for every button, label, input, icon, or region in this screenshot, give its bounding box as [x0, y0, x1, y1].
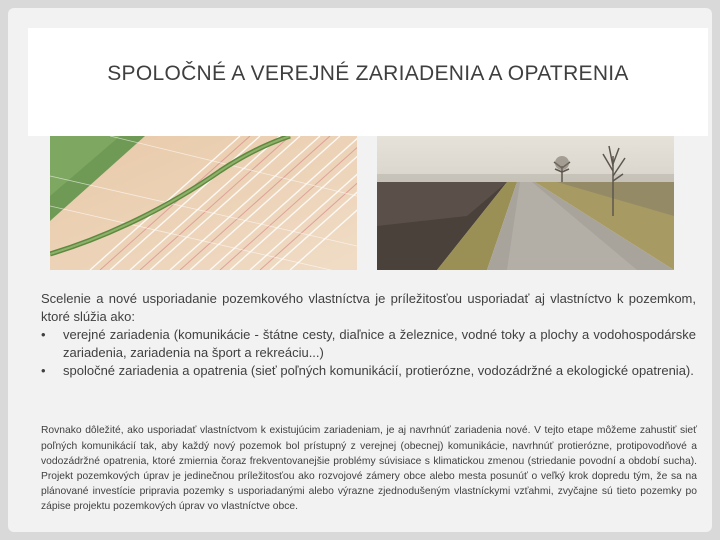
bullet-text: spoločné zariadenia a opatrenia (sieť poľných komunikácií, protierózne, vodozádržné a ekologické opatrenia). [63, 363, 694, 378]
aerial-field-image [50, 136, 357, 270]
bullet-text: verejné zariadenia (komunikácie - štátne cesty, diaľnice a železnice, vodné toky a plochy a vodohospodárske zariadenia, zariadenia na šport a rekreáciu...) [63, 327, 696, 360]
aerial-field-photo [50, 136, 357, 270]
road-landscape-photo [377, 136, 674, 270]
slide [8, 8, 712, 532]
bullet-list [41, 326, 696, 380]
title-box [28, 28, 708, 136]
main-text [41, 290, 696, 380]
bullet-item [41, 326, 696, 362]
bullet-symbol: • [41, 363, 46, 378]
slide-title: SPOLOČNÉ A VEREJNÉ ZARIADENIA A OPATRENIA [107, 62, 629, 85]
road-landscape-image [377, 136, 674, 270]
bullet-symbol: • [41, 327, 46, 342]
bullet-item [41, 362, 696, 380]
intro-text: Scelenie a nové usporiadanie pozemkového vlastníctva je príležitosťou usporiadať aj vlastníctvo k pozemkom, ktoré slúžia ako: [41, 291, 696, 324]
detail-paragraph: Rovnako dôležité, ako usporiadať vlastníctvom k existujúcim zariadeniam, je aj navrhnúť zariadenia nové. V tejto etape môžeme zahustiť sieť poľných komunikácií tak, aby každý nový pozemok bol prístupný z verejnej (obecnej) komunikácie, navrhnúť protierózne, protipovodňové a vodozádržné opatrenia, ktoré zmiernia čoraz frekventovanejšie problémy súvisiace s klimatickou zmenou (striedanie povodní a období sucha). Projekt pozemkových úprav je jedinečnou príležitosťou ako rozvojové zámery obce alebo mesta posunúť o veľký krok dopredu tým, že sa na plánované investície pripravia pozemky s usporiadanými alebo výrazne zjednodušeným vlastníckymi vzťahmi, zvyčajne sú tieto pozemky po zápise projektu pozemkových úprav vo vlastníctve obce. [41, 425, 697, 513]
